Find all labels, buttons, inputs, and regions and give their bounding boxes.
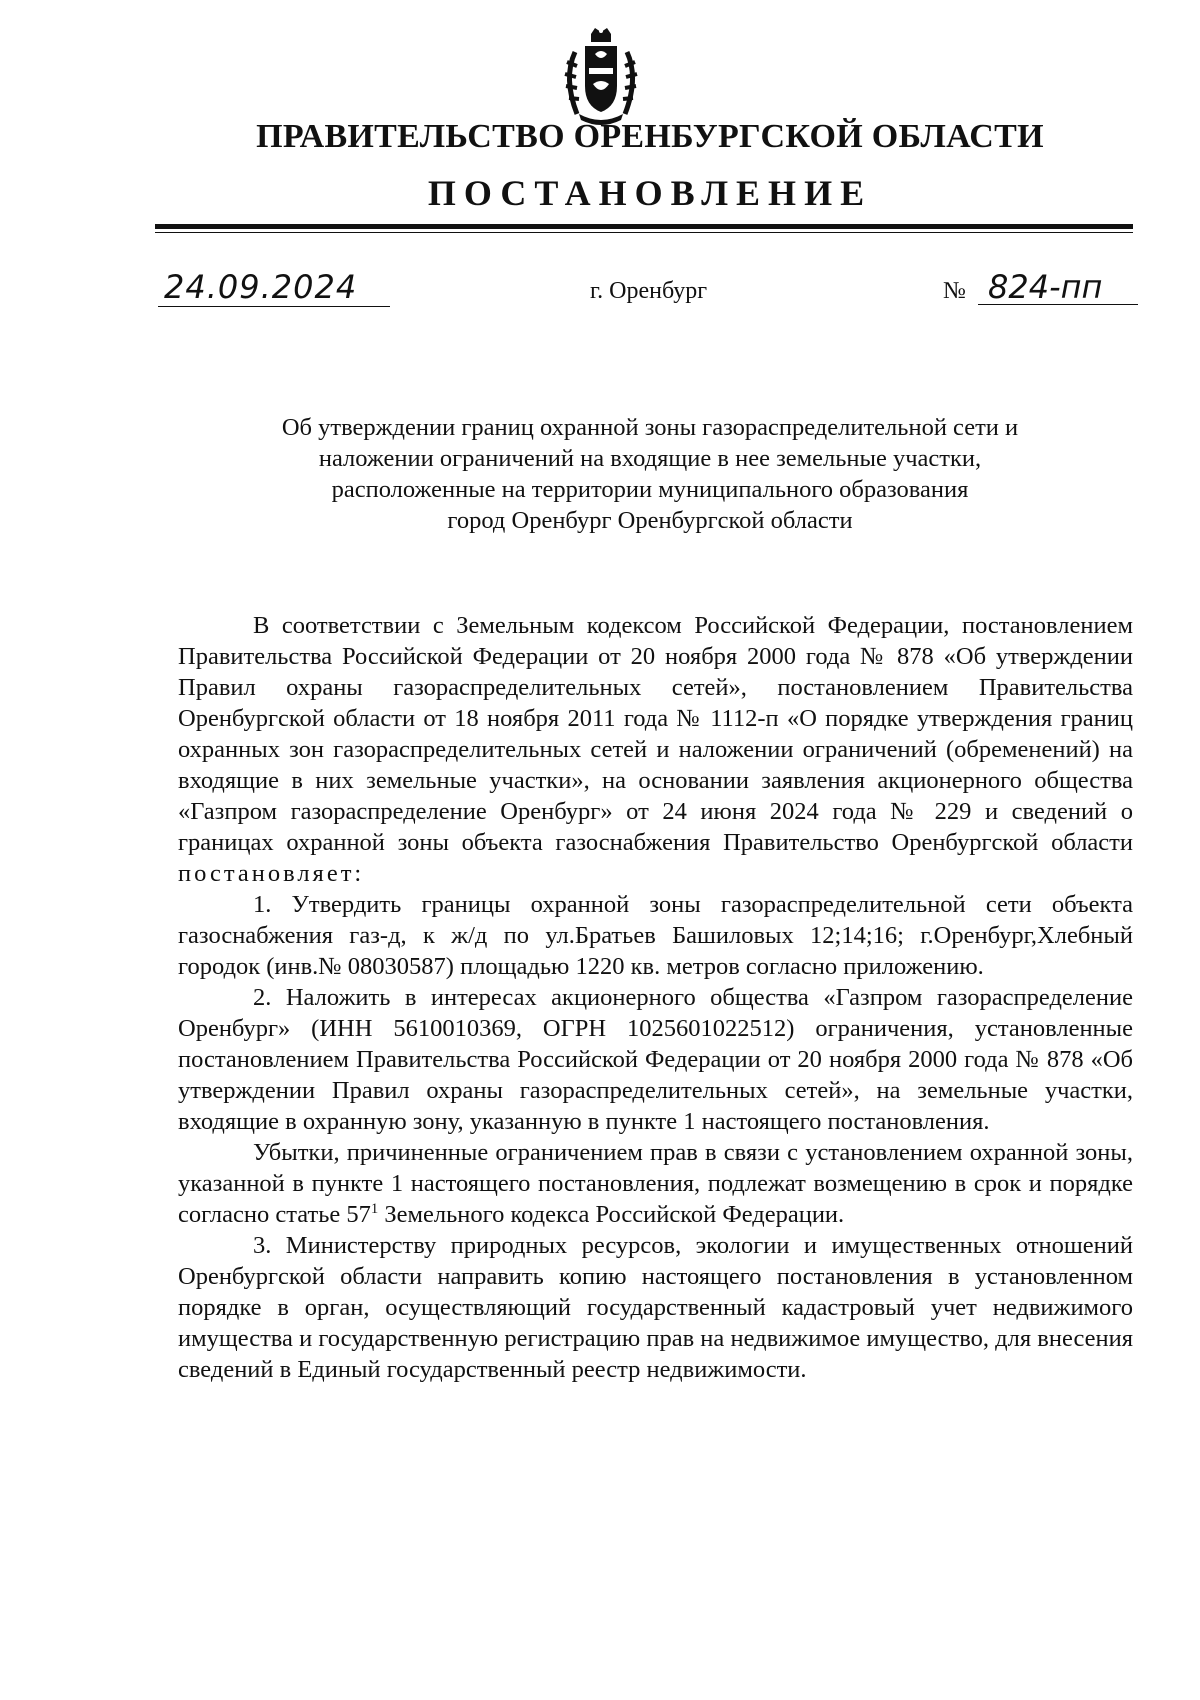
preamble-paragraph (178, 610, 1133, 889)
damages-text-start: Убытки, причиненные ограничением прав в связи с установлением охранной зоны, указанной в пункте 1 настоящего постановления, подлежат возмещению в срок и порядке согласно статье 57 (178, 1139, 1133, 1228)
subject-line: Об утверждении границ охранной зоны газораспределительной сети и (281, 414, 1019, 441)
document-number-label: № (943, 278, 966, 304)
document-date (158, 266, 390, 307)
decree-word: постановляет: (178, 860, 365, 887)
coat-of-arms-icon (555, 28, 647, 128)
document-number (978, 262, 1138, 305)
document-body (178, 610, 1133, 1385)
article-superscript: 1 (370, 1200, 379, 1217)
damages-paragraph (178, 1137, 1133, 1230)
header-divider-thin (155, 232, 1133, 233)
item-3-paragraph: 3. Министерству природных ресурсов, экологии и имущественных отношений Оренбургской области направить копию настоящего постановления в установленном порядке в орган, осуществляющий государственный кадастровый учет недвижимого имущества и государственную регистрацию прав на недвижимое имущество, для внесения сведений в Единый государственный реестр недвижимости. (178, 1232, 1133, 1383)
damages-text-end: Земельного кодекса Российской Федерации. (378, 1201, 845, 1228)
item-2-paragraph: 2. Наложить в интересах акционерного общества «Газпром газораспределение Оренбург» (ИНН 5610010369, ОГРН 1025601022512) ограничения, установленные постановлением Правительства Российской Федерации от 20 ноября 2000 года № 878 «Об утверждении Правил охраны газораспределительных сетей», на земельные участки, входящие в охранную зону, указанную в пункте 1 настоящего постановления. (178, 984, 1133, 1135)
government-name: ПРАВИТЕЛЬСТВО ОРЕНБУРГСКОЙ ОБЛАСТИ (256, 118, 1044, 155)
document-subject (150, 412, 1150, 536)
document-date-value: 24.09.2024 (164, 268, 358, 306)
document-city: г. Оренбург (590, 278, 708, 304)
item-1-paragraph: 1. Утвердить границы охранной зоны газораспределительной сети объекта газоснабжения газ-д, к ж/д по ул.Братьев Башиловых 12;14;16; г.Оренбург,Хлебный городок (инв.№ 08030587) площадью 1220 кв. метров согласно приложению. (178, 891, 1133, 980)
subject-line: расположенные на территории муниципального образования (331, 476, 969, 503)
document-kind: ПОСТАНОВЛЕНИЕ (427, 173, 873, 213)
preamble-text: В соответствии с Земельным кодексом Российской Федерации, постановлением Правительства Российской Федерации от 20 ноября 2000 года № 878 «Об утверждении Правил охраны газораспределительных сетей», постановлением Правительства Оренбургской области от 18 ноября 2011 года № 1112-п «О порядке утверждения границ охранных зон газораспределительных сетей и наложении ограничений (обременений) на входящие в них земельные участки», на основании заявления акционерного общества «Газпром газораспределение Оренбург» от 24 июня 2024 года № 229 и сведений о границах охранной зоны объекта газоснабжения Правительство Оренбургской области (178, 612, 1133, 856)
header-divider-thick (155, 224, 1133, 229)
subject-line: город Оренбург Оренбургской области (447, 507, 853, 534)
subject-line: наложении ограничений на входящие в нее земельные участки, (318, 445, 982, 472)
document-number-value: 824-пп (988, 268, 1103, 306)
